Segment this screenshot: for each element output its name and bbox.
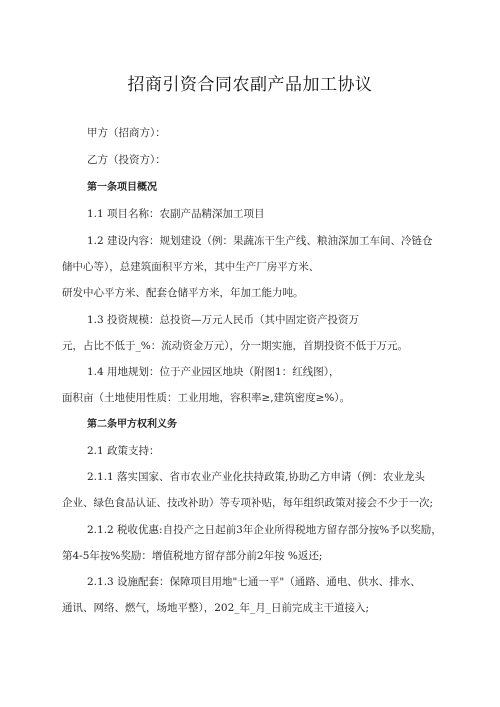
party-b-line: 乙方（投资方）： [87,154,166,166]
clause-1-2-line-1: 1.2 建设内容：规划建设（例：果蔬冻干生产线、粮油深加工车间、冷链仓 [87,235,433,247]
clause-2-1-2-line-2: 第4-5年按%奖励：增值税地方留存部分前2年按 %返还; [62,550,323,562]
clause-1-4-line-2: 面积亩（土地使用性质：工业用地，容积率≥,建筑密度≥%）。 [62,392,351,404]
clause-2-1-3-line-1: 2.1.3 设施配套：保障项目用地"七通一平"（通路、通电、供水、排水、 [87,576,421,588]
clause-2-1-3-line-2: 通讯、网络、燃气，场地平整），202_年_月_日前完成主干道接入; [62,602,370,614]
clause-1-3-line-2: 元，占比不低于_%：流动资金万元），分一期实施，首期投资不低于万元。 [62,340,408,352]
clause-1-2-line-3: 研发中心平方米、配套仓储平方米，年加工能力吨。 [62,287,304,299]
clause-2-1-1-line-2: 企业、绿色食品认证、技改补助）等专项补贴，每年组织政策对接会不少于一次; [62,497,434,509]
clause-2-1-1-line-1: 2.1.1 落实国家、省市农业产业化扶持政策,协助乙方申请（例：农业龙头 [87,471,425,483]
section-2-heading: 第二条甲方权利义务 [87,419,177,430]
clause-2-1: 2.1 政策支持： [87,445,160,457]
clause-2-1-2-line-1: 2.1.2 税收优惠:自投产之日起前3年企业所得税地方留存部分按%予以奖励， [87,524,442,536]
section-1-heading: 第一条项目概况 [87,182,157,193]
clause-1-2-line-2: 储中心等），总建筑面积平方米，其中生产厂房平方米、 [62,261,320,273]
clause-1-1: 1.1 项目名称：农副产品精深加工项目 [87,208,265,220]
party-a-line: 甲方（招商方）： [87,127,166,139]
clause-1-4-line-1: 1.4 用地规划：位于产业园区地块（附图1：红线图）， [87,366,340,378]
document-title: 招商引资合同农副产品加工协议 [127,75,373,95]
clause-1-3-line-1: 1.3 投资规模：总投资—万元人民币（其中固定资产投资万 [87,314,360,326]
